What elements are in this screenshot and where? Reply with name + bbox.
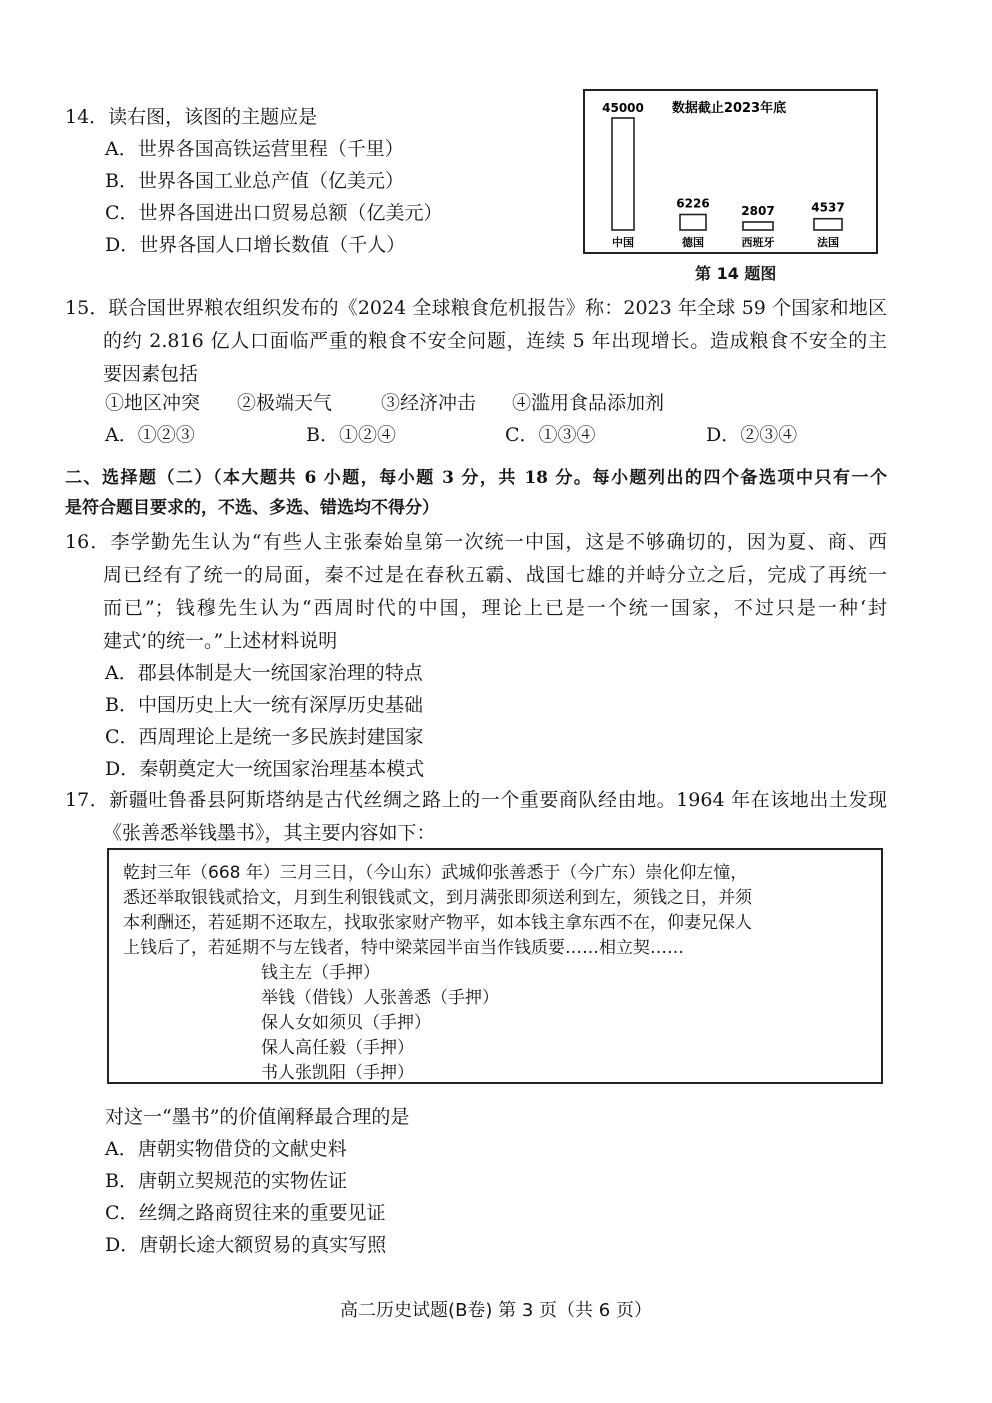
material-line-2: 悉还举取银钱贰拾文，月到生利银钱贰文，到月满张即须送利到左，须钱之日，并须 [123, 888, 752, 908]
q17-stem [65, 784, 887, 850]
q15-line-2: 的约 2.816 亿人口面临严重的粮食不安全问题，连续 5 年出现增长。造成粮食不安全的主 [103, 330, 887, 352]
signature-5: 书人张凯阳（手押） [261, 1063, 414, 1083]
bar-3 [814, 219, 842, 230]
q17-material-box [107, 848, 883, 1084]
q17-option-a: A．唐朝实物借贷的文献史料 [105, 1138, 347, 1160]
signature-3: 保人女如须贝（手押） [261, 1013, 431, 1033]
q17-line-1: 17．新疆吐鲁番县阿斯塔纳是古代丝绸之路上的一个重要商队经由地。1964 年在该地出土发现 [65, 789, 887, 811]
q15-item-3: ③经济冲击 [381, 392, 477, 414]
bar-0 [612, 118, 634, 230]
section-2-line-1: 二、选择题（二）（本大题共 6 小题，每小题 3 分，共 18 分。每小题列出的四个备选项中只有一个 [65, 468, 887, 488]
material-line-4: 上钱后了，若延期不与左钱者，特中梁菜园半亩当作钱质要……相立契…… [123, 938, 684, 958]
q15-choice-c: C．①③④ [505, 424, 596, 446]
category-label-0: 中国 [612, 236, 634, 249]
q15-item-2: ②极端天气 [237, 392, 333, 414]
q15-choice-b: B．①②④ [306, 424, 396, 446]
q17-option-d: D．唐朝长途大额贸易的真实写照 [105, 1234, 387, 1256]
category-label-3: 法国 [817, 236, 839, 249]
q15-line-1: 15．联合国世界粮农组织发布的《2024 全球粮食危机报告》称：2023 年全球 59 个国家和地区 [65, 297, 887, 319]
q14-figure-caption: 第 14 题图 [695, 264, 777, 283]
q15-line-3: 要因素包括 [103, 363, 199, 385]
q15-choice-a: A．①②③ [105, 424, 195, 446]
q17-question: 对这一“墨书”的价值阐释最合理的是 [105, 1106, 410, 1128]
q15-choice-d: D．②③④ [706, 424, 798, 446]
q15-stem [65, 292, 887, 391]
q14-stem: 14．读右图，该图的主题应是 [65, 106, 318, 128]
bar-1 [680, 215, 706, 230]
value-label-1: 6226 [676, 196, 710, 211]
q16-option-a: A．郡县体制是大一统国家治理的特点 [105, 662, 423, 684]
material-line-1: 乾封三年（668 年）三月三日，（今山东）武城仰张善悉于（今广东）崇化仰左憧， [123, 863, 748, 883]
q14-option-c: C．世界各国进出口贸易总额（亿美元） [105, 202, 443, 224]
q14-chart [583, 89, 878, 254]
section-2-heading [65, 463, 887, 523]
q14-chart-svg [585, 91, 876, 252]
section-2-line-2: 是符合题目要求的，不选、多选、错选均不得分） [65, 498, 439, 518]
q14-option-b: B．世界各国工业总产值（亿美元） [105, 170, 404, 192]
q15-item-1: ①地区冲突 [105, 392, 201, 414]
q17-option-c: C．丝绸之路商贸往来的重要见证 [105, 1202, 386, 1224]
signature-4: 保人高任毅（手押） [261, 1038, 414, 1058]
signature-2: 举钱（借钱）人张善悉（手押） [261, 988, 499, 1008]
q16-option-b: B．中国历史上大一统有深厚历史基础 [105, 694, 423, 716]
value-label-3: 4537 [811, 200, 845, 215]
material-line-3: 本利酬还，若延期不还取左，找取张家财产物平，如本钱主拿东西不在，仰妻兄保人 [123, 913, 752, 933]
q16-line-4: 建式’的统一。”上述材料说明 [103, 630, 338, 652]
q16-option-c: C．西周理论上是统一多民族封建国家 [105, 726, 424, 748]
q14-option-d: D．世界各国人口增长数值（千人） [105, 234, 406, 256]
bar-2 [743, 222, 773, 230]
chart-title: 数据截止2023年底 [671, 101, 787, 116]
q15-item-4: ④滥用食品添加剂 [512, 392, 665, 414]
q16-option-d: D．秦朝奠定大一统国家治理基本模式 [105, 758, 425, 780]
q17-line-2: 《张善悉举钱墨书》，其主要内容如下： [103, 822, 436, 844]
q14-option-a: A．世界各国高铁运营里程（千里） [105, 138, 404, 160]
category-label-1: 德国 [682, 236, 704, 249]
signature-1: 钱主左（手押） [261, 963, 380, 983]
q16-line-2: 周已经有了统一的局面，秦不过是在春秋五霸、战国七雄的并峙分立之后，完成了再统一 [103, 564, 887, 586]
q17-option-b: B．唐朝立契规范的实物佐证 [105, 1170, 347, 1192]
q16-line-3: 而已”；钱穆先生认为“西周时代的中国，理论上已是一个统一国家，不过只是一种‘封 [103, 597, 887, 619]
value-label-2: 2807 [741, 204, 775, 218]
value-label-0: 45000 [602, 101, 644, 115]
q16-stem [65, 526, 887, 658]
category-label-2: 西班牙 [741, 236, 775, 249]
q16-line-1: 16．李学勤先生认为“有些人主张秦始皇第一次统一中国，这是不够确切的，因为夏、商、西 [65, 531, 887, 553]
page-footer: 高二历史试题(B卷) 第 3 页（共 6 页） [340, 1300, 652, 1321]
